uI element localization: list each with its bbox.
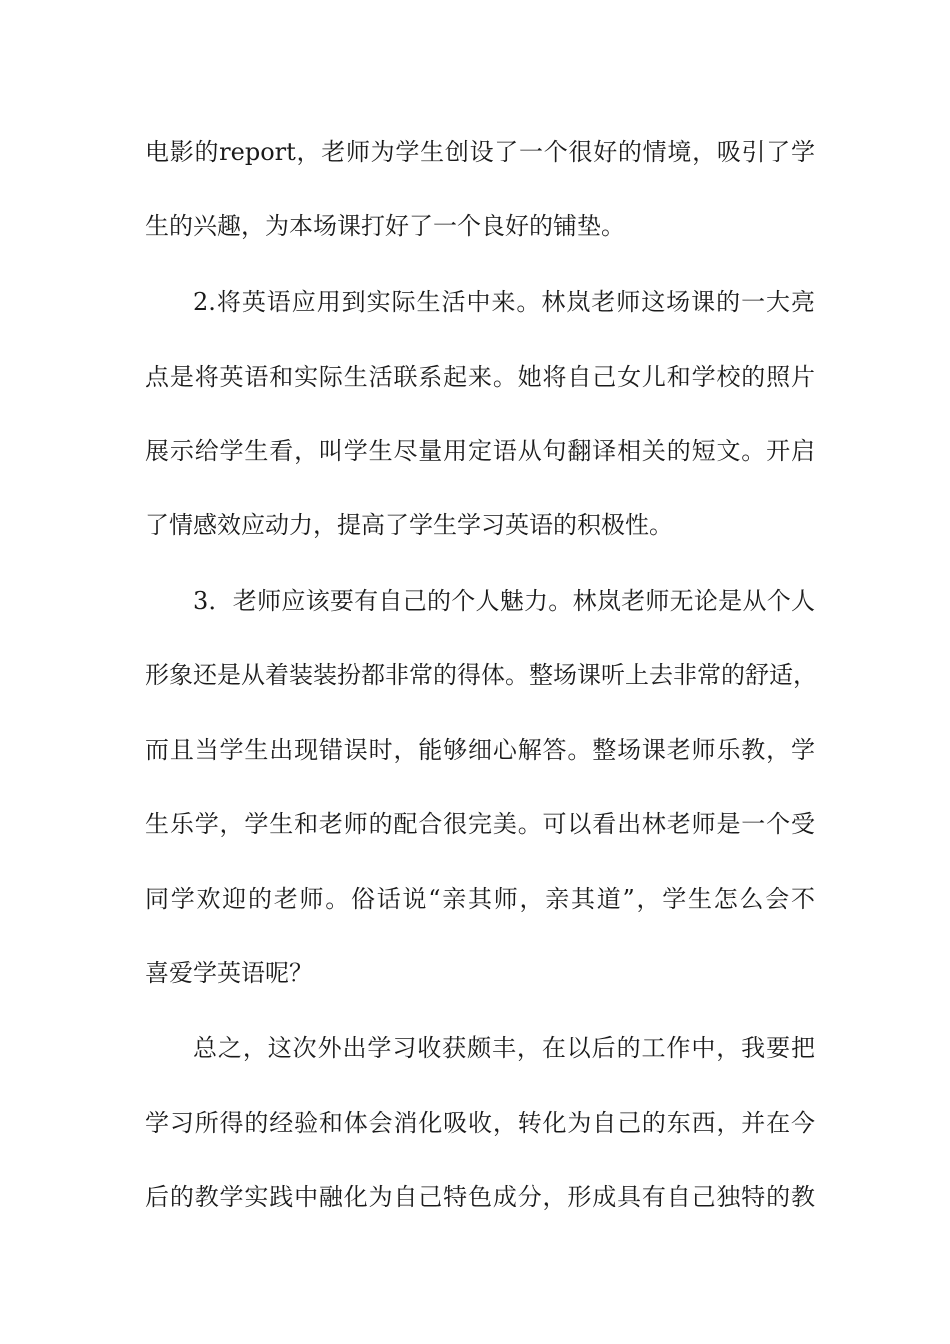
paragraph-line: 后的教学实践中融化为自己特色成分，形成具有自己独特的教 [145, 1183, 815, 1211]
paragraph-line: 而且当学生出现错误时，能够细心解答。整场课老师乐教，学 [145, 736, 815, 764]
paragraph-line: 了情感效应动力，提高了学生学习英语的积极性。 [145, 511, 673, 539]
paragraph-line: 电影的report，老师为学生创设了一个很好的情境，吸引了学 [145, 138, 815, 166]
paragraph-line: 同学欢迎的老师。俗话说“亲其师，亲其道”，学生怎么会不 [145, 885, 815, 913]
paragraph-line: 形象还是从着装装扮都非常的得体。整场课听上去非常的舒适， [145, 661, 817, 689]
paragraph-line: 喜爱学英语呢？ [145, 959, 313, 987]
paragraph-line: 生乐学，学生和老师的配合很完美。可以看出林老师是一个受 [145, 810, 815, 838]
paragraph-line: 3．老师应该要有自己的个人魅力。林岚老师无论是从个人 [193, 587, 815, 615]
paragraph-line: 点是将英语和实际生活联系起来。她将自己女儿和学校的照片 [145, 363, 815, 391]
paragraph-line: 生的兴趣，为本场课打好了一个良好的铺垫。 [145, 212, 625, 240]
paragraph-line: 展示给学生看，叫学生尽量用定语从句翻译相关的短文。开启 [145, 437, 815, 465]
paragraph-line: 2.将英语应用到实际生活中来。林岚老师这场课的一大亮 [193, 288, 815, 316]
paragraph-line: 总之，这次外出学习收获颇丰，在以后的工作中，我要把 [193, 1034, 815, 1062]
paragraph-line: 学习所得的经验和体会消化吸收，转化为自己的东西，并在今 [145, 1109, 815, 1137]
